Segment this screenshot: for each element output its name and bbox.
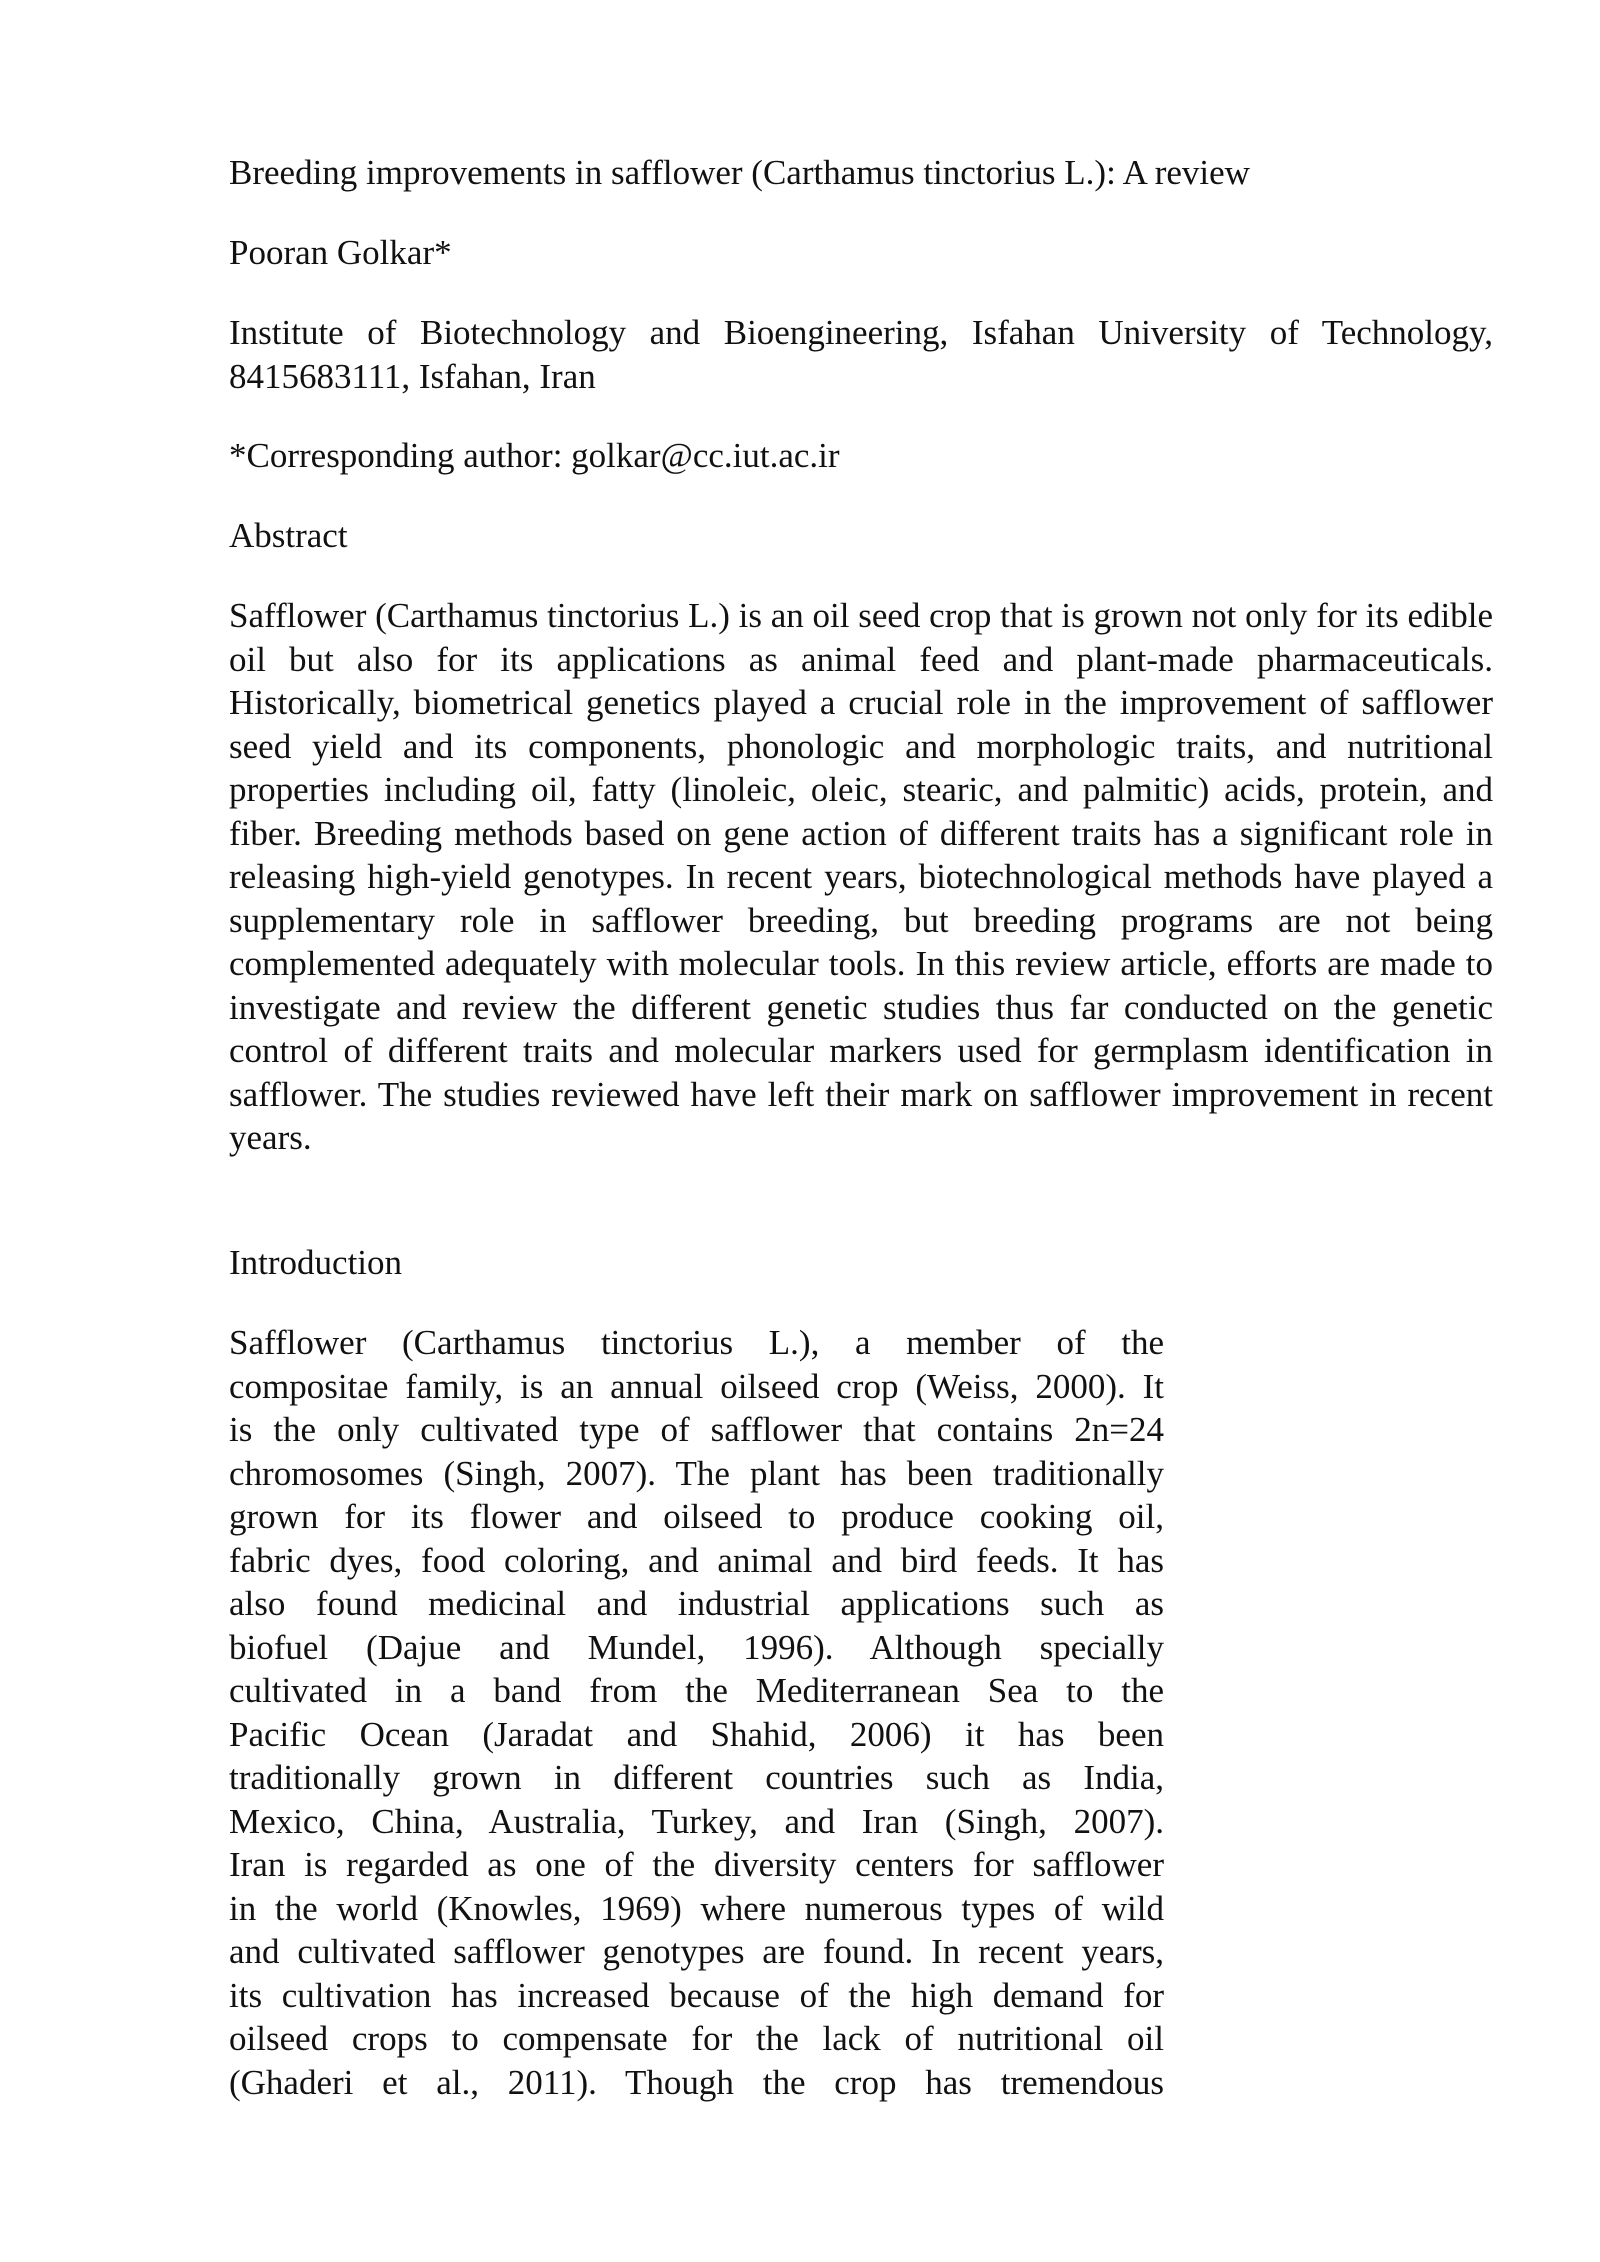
corresponding-author: *Corresponding author: golkar@cc.iut.ac.ir xyxy=(229,436,840,475)
intro-line: oilseed crops to compensate for the lack of nutritional oil xyxy=(229,2019,1164,2058)
intro-line: Pacific Ocean (Jaradat and Shahid, 2006) it has been xyxy=(229,1714,1164,1754)
intro-line: grown for its flower and oilseed to produce cooking oil, xyxy=(229,1497,1164,1536)
abstract-heading: Abstract xyxy=(229,516,348,555)
introduction-paragraph xyxy=(229,1321,1164,2104)
intro-line: traditionally grown in different countries such as India, xyxy=(229,1758,1164,1797)
intro-line: also found medicinal and industrial applications such as xyxy=(229,1584,1164,1623)
intro-line: biofuel (Dajue and Mundel, 1996). Although specially xyxy=(229,1627,1164,1667)
intro-line: is the only cultivated type of safflower that contains 2n=24 xyxy=(229,1410,1164,1449)
intro-line: Mexico, China, Australia, Turkey, and Iran (Singh, 2007). xyxy=(229,1801,1164,1841)
author-name: Pooran Golkar* xyxy=(229,233,452,272)
intro-line: and cultivated safflower genotypes are found. In recent years, xyxy=(229,1932,1164,1971)
intro-line: its cultivation has increased because of the high demand for xyxy=(229,1975,1164,2015)
intro-line: in the world (Knowles, 1969) where numerous types of wild xyxy=(229,1888,1164,1928)
intro-line: cultivated in a band from the Mediterranean Sea to the xyxy=(229,1671,1164,1710)
paper-title: Breeding improvements in safflower (Carthamus tinctorius L.): A review xyxy=(229,153,1250,192)
intro-line: Safflower (Carthamus tinctorius L.), a member of the xyxy=(229,1323,1164,1362)
intro-line: (Ghaderi et al., 2011). Though the crop has tremendous xyxy=(229,2062,1164,2102)
abstract-text: Safflower (Carthamus tinctorius L.) is an oil seed crop that is grown not only for its edible oil but also for its applications as animal feed and plant-made pharmaceuticals. Historically, biometrical genetics played a crucial role in the improvement of safflower seed yield and its components, phonologic and morphologic traits, and nutritional properties including oil, fatty (linoleic, oleic, stearic, and palmitic) acids, protein, and fiber. Breeding methods based on gene action of different traits has a significant role in releasing high-yield genotypes. In recent years, biotechnological methods have played a supplementary role in safflower breeding, but breeding programs are not being complemented adequately with molecular tools. In this review article, efforts are made to investigate and review the different genetic studies thus far conducted on the genetic control of different traits and molecular markers used for germplasm identification in safflower. The studies reviewed have left their mark on safflower improvement in recent years. xyxy=(229,596,1493,1157)
intro-line: fabric dyes, food coloring, and animal and bird feeds. It has xyxy=(229,1540,1164,1580)
author-affiliation: Institute of Biotechnology and Bioengineering, Isfahan University of Technology, 8415683111, Isfahan, Iran xyxy=(229,313,1493,396)
intro-line: Iran is regarded as one of the diversity centers for safflower xyxy=(229,1845,1164,1884)
introduction-heading: Introduction xyxy=(229,1243,403,1282)
intro-line: chromosomes (Singh, 2007). The plant has been traditionally xyxy=(229,1453,1164,1493)
intro-line: compositae family, is an annual oilseed crop (Weiss, 2000). It xyxy=(229,1366,1164,1406)
